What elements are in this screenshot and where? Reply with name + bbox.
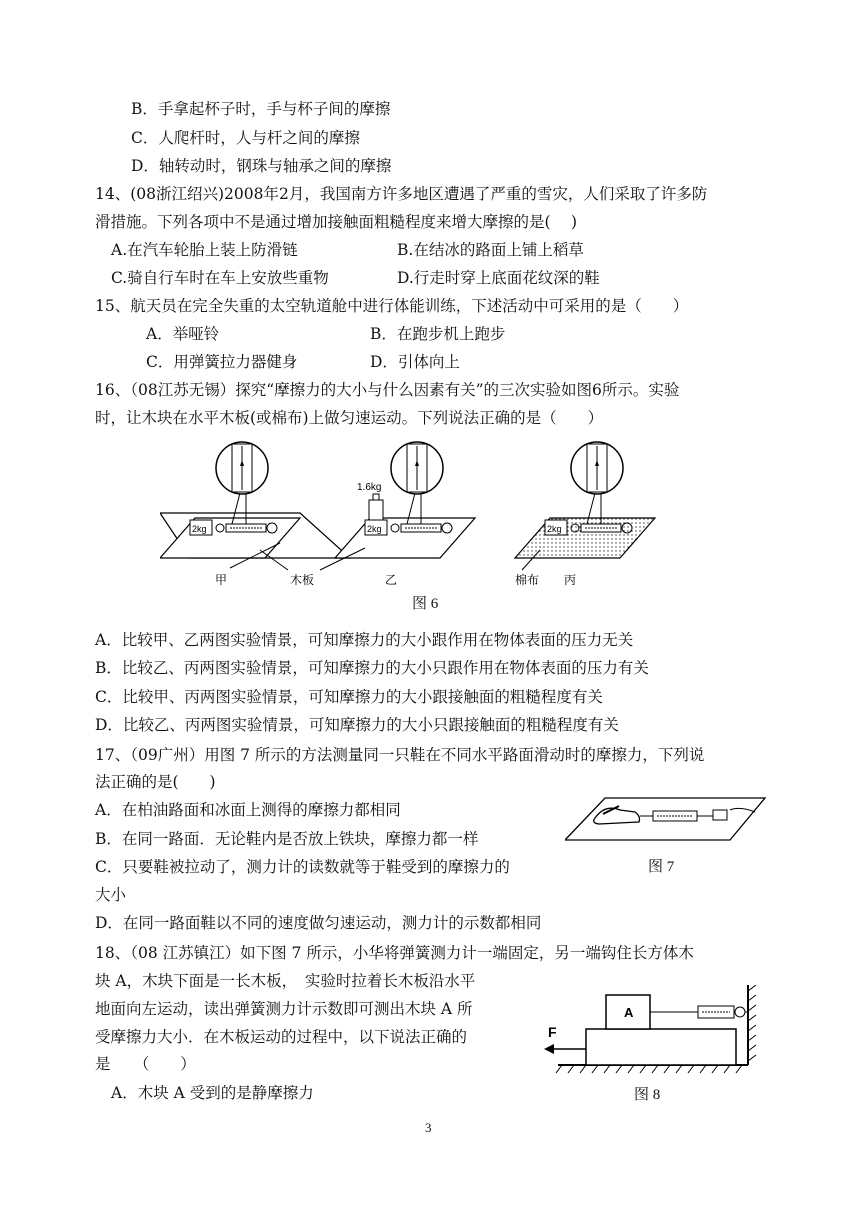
q16-option-a: A．比较甲、乙两图实验情景，可知摩擦力的大小跟作用在物体表面的压力无关 [95, 631, 634, 649]
q18-stem-line1: 18、（08 江苏镇江）如下图 7 所示，小华将弹簧测力计一端固定，另一端钩住长方体木 [95, 944, 694, 962]
page-number: 3 [425, 1120, 432, 1135]
q16-stem-line2: 时，让木块在水平木板(或棉布)上做匀速运动。下列说法正确的是（ ） [95, 409, 604, 427]
q16-option-c: C．比较甲、丙两图实验情景，可知摩擦力的大小跟接触面的粗糙程度有关 [95, 688, 603, 706]
q18-stem-line4: 受摩擦力大小．在木板运动的过程中，以下说法正确的 [95, 1028, 468, 1046]
q16-stem-line1: 16、（08江苏无锡）探究“摩擦力的大小与什么因素有关”的三次实验如图6所示。实验 [95, 381, 680, 399]
q15-option-b: B．在跑步机上跑步 [370, 325, 506, 343]
label-jia: 甲 [215, 573, 228, 587]
panel-bing [515, 442, 655, 558]
q18-stem-line3: 地面向左运动，读出弹簧测力计示数即可测出木块 A 所 [95, 1000, 473, 1018]
q13-option-c: C．人爬杆时，人与杆之间的摩擦 [131, 129, 360, 147]
block-a-label: A [624, 1005, 634, 1020]
q14-stem-line2: 滑措施。下列各项中不是通过增加接触面粗糙程度来增大摩擦的是( ) [95, 213, 578, 231]
q15-option-d: D．引体向上 [370, 353, 460, 371]
q13-option-b: B．手拿起杯子时，手与杯子间的摩擦 [131, 100, 391, 118]
label-mianbu: 棉布 [515, 573, 540, 587]
figure-7-caption: 图 7 [648, 859, 675, 875]
q18-option-a: A．木块 A 受到的是静摩擦力 [111, 1084, 314, 1102]
label-yi: 乙 [385, 573, 398, 587]
figure-8-caption: 图 8 [634, 1087, 661, 1103]
figure-8-block-on-board [540, 985, 765, 1080]
q16-option-b: B．比较乙、丙两图实验情景，可知摩擦力的大小只跟作用在物体表面的压力有关 [95, 659, 649, 677]
q17-stem-line1: 17、（09广州）用图 7 所示的方法测量同一只鞋在不同水平路面滑动时的摩擦力，下列说 [95, 746, 705, 764]
panel-yi [335, 442, 475, 558]
q15-option-a: A．举哑铃 [146, 325, 220, 343]
q14-option-d: D.行走时穿上底面花纹深的鞋 [397, 269, 600, 287]
label-muban: 木板 [290, 573, 315, 587]
q14-option-b: B.在结冰的路面上铺上稻草 [397, 241, 584, 259]
q17-option-c-line1: C．只要鞋被拉动了，测力计的读数就等于鞋受到的摩擦力的 [95, 858, 510, 876]
figure-6-friction-experiment [160, 438, 660, 588]
q17-stem-line2: 法正确的是( ) [95, 773, 216, 791]
q16-option-d: D．比较乙、丙两图实验情景，可知摩擦力的大小只跟接触面的粗糙程度有关 [95, 716, 619, 734]
q15-stem: 15、航天员在完全失重的太空轨道舱中进行体能训练，下述活动中可采用的是（ ） [95, 297, 689, 315]
q18-stem-line5: 是 （ ） [95, 1055, 196, 1073]
block-label-yi: 2kg [367, 524, 382, 534]
q17-option-c-line2: 大小 [95, 886, 127, 904]
q14-stem-line1: 14、(08浙江绍兴)2008年2月，我国南方许多地区遭遇了严重的雪灾，人们采取了许多防 [95, 185, 708, 203]
block-label-bing: 2kg [547, 524, 562, 534]
figure-7-shoe-on-road [565, 790, 770, 842]
q17-option-a: A．在柏油路面和冰面上测得的摩擦力都相同 [95, 801, 401, 819]
weight-label: 1.6kg [357, 482, 382, 493]
block-label-jia: 2kg [192, 524, 207, 534]
figure-6-caption: 图 6 [412, 596, 439, 612]
q14-option-c: C.骑自行车时在车上安放些重物 [111, 269, 329, 287]
label-bing: 丙 [564, 573, 577, 587]
q13-option-d: D．轴转动时，钢珠与轴承之间的摩擦 [131, 157, 392, 175]
q17-option-d: D．在同一路面鞋以不同的速度做匀速运动，测力计的示数都相同 [95, 914, 542, 932]
q17-option-b: B．在同一路面．无论鞋内是否放上铁块，摩擦力都一样 [95, 830, 479, 848]
force-label: F [548, 1024, 557, 1040]
q18-stem-line2: 块 A，木块下面是一长木板， 实验时拉着长木板沿水平 [95, 972, 476, 990]
q15-option-c: C．用弹簧拉力器健身 [146, 353, 298, 371]
q14-option-a: A.在汽车轮胎上装上防滑链 [111, 241, 298, 259]
